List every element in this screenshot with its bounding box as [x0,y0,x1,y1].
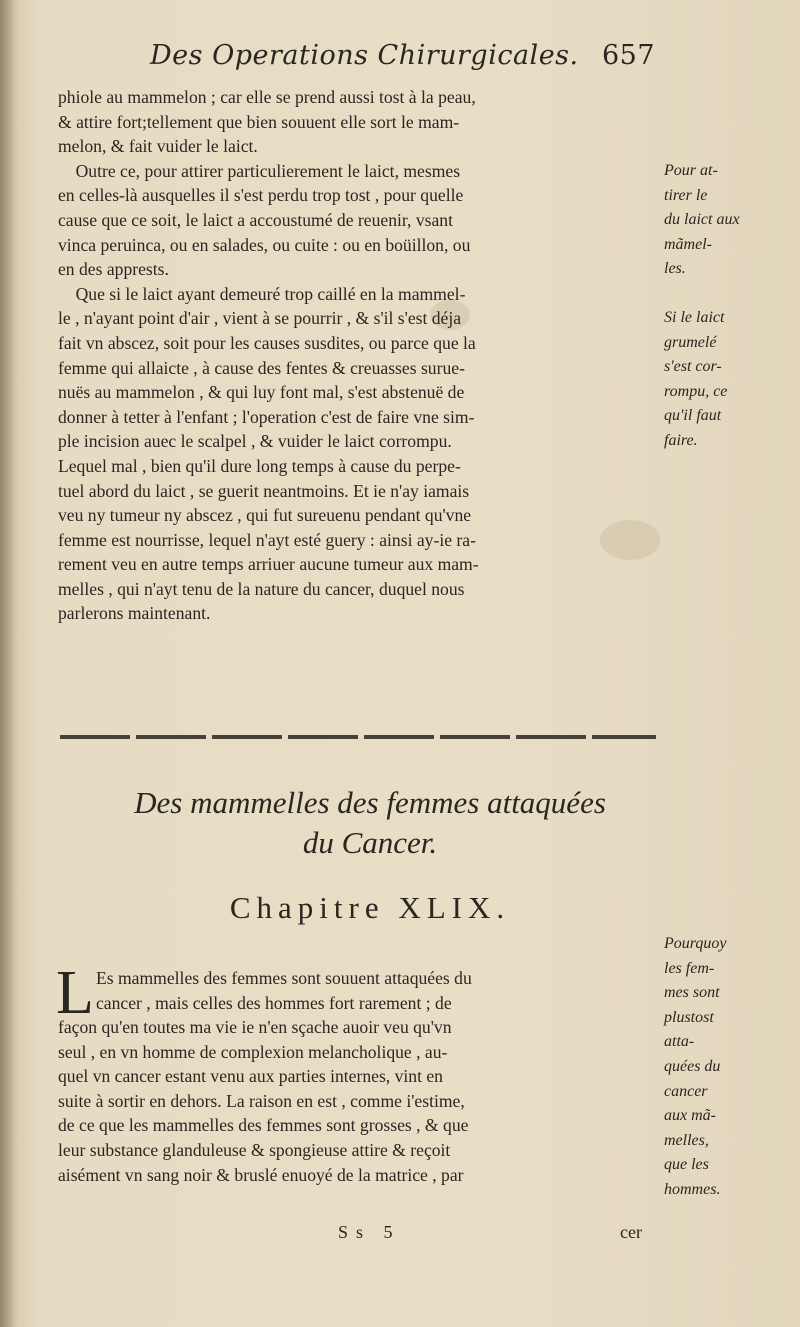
margin-note-line: que les [664,1156,709,1174]
margin-note-line: mãmel- [664,235,712,253]
text-line: cancer , mais celles des hommes fort rarement ; de [96,992,452,1013]
top-paragraph [58,85,658,626]
margin-note-line: Si le laict [664,309,725,326]
drop-cap: L [56,959,94,1027]
text-line: veu ny tumeur ny abscez , qui fut sureuenu pendant qu'vne [58,505,472,526]
page-number: 657 [602,40,656,71]
text-line: femme est nourrisse, lequel n'ayt esté guery : ainsi ay-ie ra- [58,529,476,550]
margin-note-line: Pour at- [664,162,718,179]
margin-note-line: du laict aux [664,211,740,229]
text-line: ple incision auec le scalpel , & vuider le laict corrompu. [58,431,452,452]
text-line: leur substance glanduleuse & spongieuse attire & reçoit [58,1139,451,1160]
margin-note-si-le-laict [664,306,794,454]
text-line: vinca peruinca, ou en salades, ou cuite : ou en boüillon, ou [58,234,471,255]
margin-note-line: Pourquoy [664,935,727,952]
margin-note-pour-attirer [664,159,794,282]
signature-mark: Ss 5 [338,1222,401,1242]
margin-note-line: cancer [664,1082,708,1100]
text-line: nuës au mammelon , & qui luy font mal, s'est abstenuë de [58,382,465,403]
margin-note-line: atta- [664,1033,695,1051]
text-line: Outre ce, pour attirer particulierement le laict, mesmes [58,160,461,181]
margin-note-line: s'est cor- [664,358,722,376]
text-line: Que si le laict ayant demeuré trop caillé en la mammel- [58,283,466,304]
margin-note-line: hommes. [664,1180,721,1198]
margin-note-line: les fem- [664,959,715,977]
margin-note-line: mes sont [664,984,720,1002]
margin-note-line: les. [664,260,686,278]
text-line: Es mammelles des femmes sont souuent attaquées du [96,968,472,988]
margin-note-line: faire. [664,431,698,449]
text-line: donner à tetter à l'enfant ; l'operation c'est de faire vne sim- [58,406,475,427]
margin-note-line: plustost [664,1008,714,1026]
text-line: fait vn abscez, soit pour les causes susdites, ou parce que la [58,332,476,353]
text-line: phiole au mammelon ; car elle se prend aussi tost à la peau, [58,87,476,107]
text-line: cause que ce soit, le laict a accoustumé de reuenir, vsant [58,209,453,230]
text-line: Lequel mal , bien qu'il dure long temps à cause du perpe- [58,455,461,476]
margin-note-line: melles, [664,1131,709,1149]
chapter-heading: Chapitre XLIX. [229,890,511,925]
margin-note-line: aux mã- [664,1107,716,1125]
text-line: aisément vn sang noir & bruslé enuoyé de la matrice , par [58,1164,464,1185]
section-title [80,783,660,863]
text-line: melon, & fait vuider le laict. [58,136,258,157]
margin-note-line: quées du [664,1057,721,1075]
text-line: de ce que les mammelles des femmes sont grosses , & que [58,1115,469,1136]
text-line: parlerons maintenant. [58,603,211,624]
ornamental-rule [60,735,656,739]
margin-note-line: rompu, ce [664,382,728,400]
catchword: cer [620,1222,642,1242]
margin-note-line: qu'il faut [664,407,722,425]
bottom-paragraph-first-lines [96,966,654,1015]
text-line: suite à sortir en dehors. La raison en est , comme i'estime, [58,1090,465,1111]
text-line: façon qu'en toutes ma vie ie n'en sçache auoir veu qu'vn [58,1017,452,1037]
text-line: rement veu en autre temps arriuer aucune tumeur aux mam- [58,554,479,575]
text-line: le , n'ayant point d'air , vient à se pourrir , & s'il s'est déja [58,308,462,329]
text-line: melles , qui n'ayt tenu de la nature du cancer, duquel nous [58,578,465,599]
text-line: femme qui allaicte , à cause des fentes & creuasses surue- [58,357,465,378]
text-line: quel vn cancer estant venu aux parties internes, vint en [58,1066,443,1087]
text-line: en des apprests. [58,259,169,280]
text-line: en celles-là ausquelles il s'est perdu trop tost , pour quelle [58,185,464,206]
text-line: & attire fort;tellement que bien souuent elle sort le mam- [58,111,460,132]
text-line: tuel abord du laict , se guerit neantmoins. Et ie n'ay iamais [58,480,470,501]
margin-note-line: grumelé [664,333,717,351]
margin-note-line: tirer le [664,186,708,204]
running-title: Des Operations Chirurgicales. [150,40,579,71]
section-title-line: du Cancer. [302,825,438,860]
section-title-line: Des mammelles des femmes attaquées [134,785,606,820]
text-line: seul , en vn homme de complexion melancholique , au- [58,1041,448,1062]
bottom-paragraph [58,1015,658,1187]
binding-shadow [0,0,18,1327]
running-header [150,40,670,71]
margin-note-pourquoy [664,932,794,1203]
